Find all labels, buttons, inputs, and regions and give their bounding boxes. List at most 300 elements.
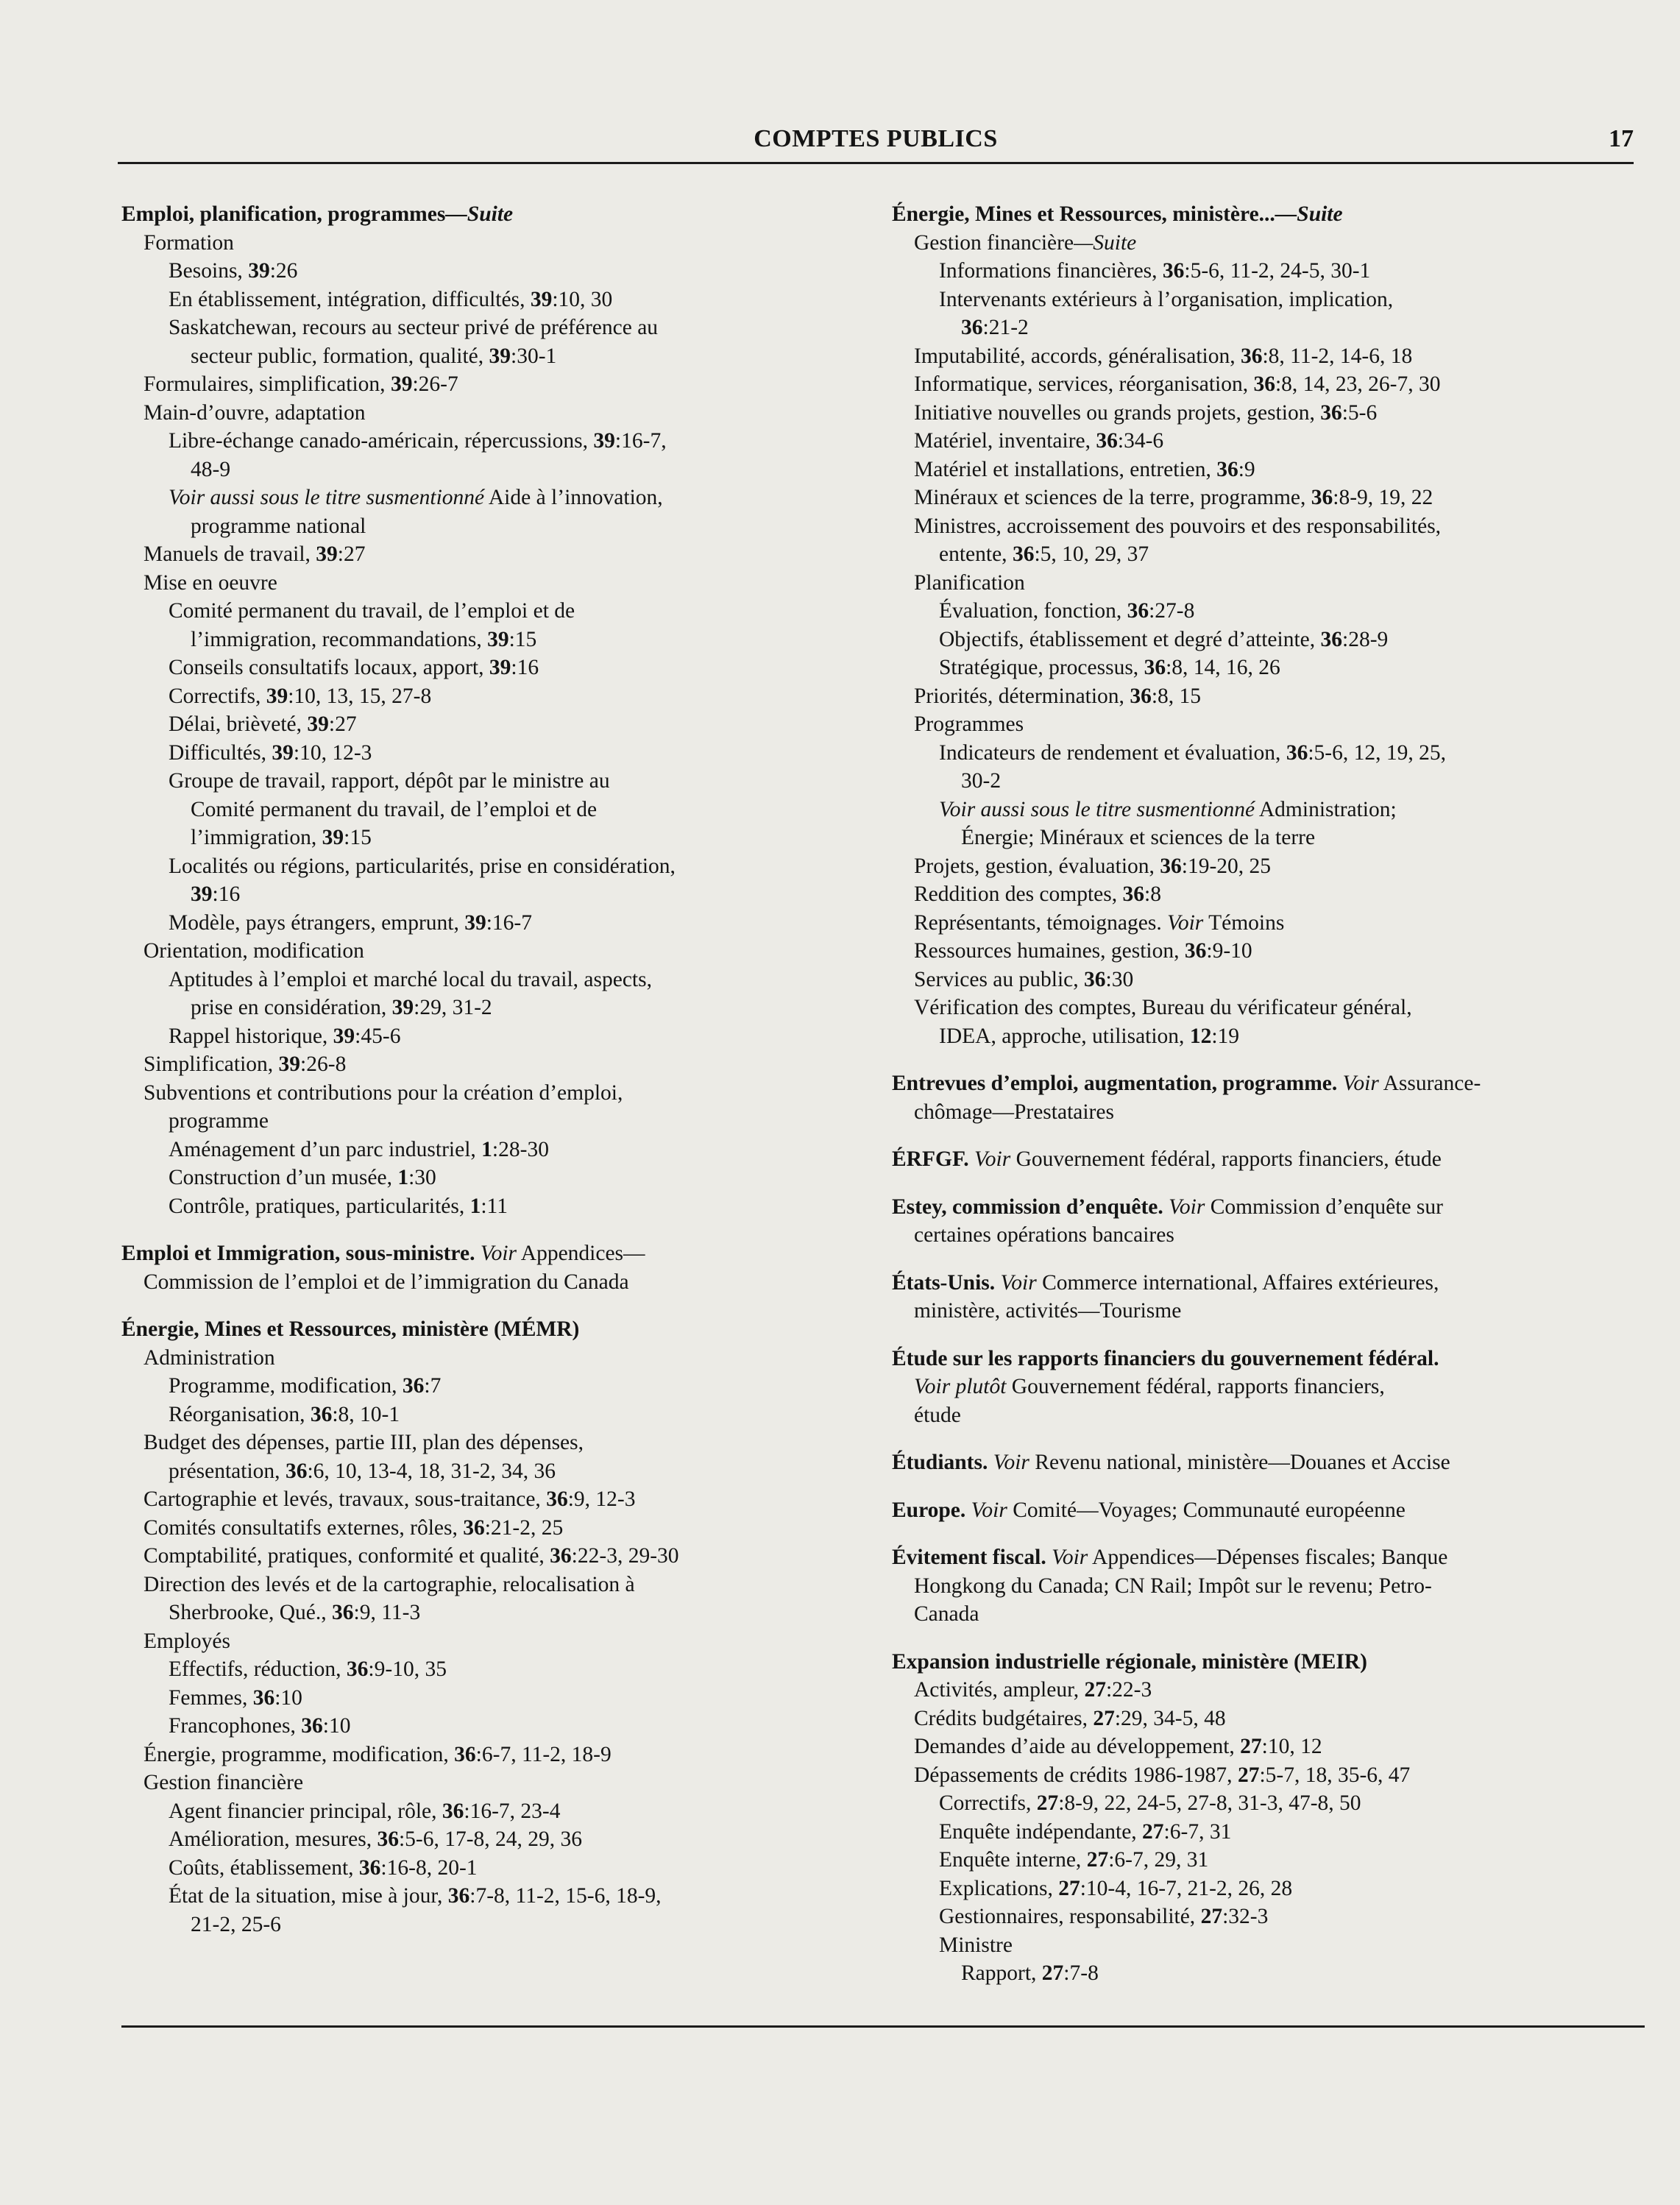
text-run: Modèle, pays étrangers, emprunt,: [169, 910, 465, 935]
index-subentry: [892, 370, 1639, 399]
index-subentry: [121, 1599, 857, 1627]
index-subentry: [121, 1372, 857, 1401]
text-run: Comptabilité, pratiques, conformité et qualité,: [143, 1544, 550, 1568]
index-subentry: [121, 484, 857, 512]
text-run: Expansion industrielle régionale, ministère (MEIR): [892, 1649, 1367, 1674]
text-run: 36: [1096, 429, 1118, 453]
index-subentry: [892, 1875, 1639, 1903]
text-run: Dépassements de crédits 1986-1987,: [914, 1763, 1238, 1787]
entry-gap: [892, 1050, 1639, 1069]
text-run: 36: [1127, 599, 1149, 623]
text-run: Commerce international, Affaires extérieures,: [1036, 1270, 1439, 1295]
text-run: :15: [508, 627, 537, 651]
index-subentry: [892, 739, 1639, 768]
text-run: 39: [316, 542, 338, 566]
index-heading: [121, 1315, 857, 1344]
text-run: Gouvernement fédéral, rapports financiers,: [1006, 1375, 1385, 1398]
index-subentry: [892, 1297, 1639, 1326]
text-run: :6-7, 29, 31: [1108, 1848, 1209, 1872]
text-run: 39: [272, 740, 294, 765]
text-run: Formation: [143, 230, 234, 255]
text-run: Voir: [1342, 1072, 1379, 1095]
text-run: :10-4, 16-7, 21-2, 26, 28: [1080, 1876, 1293, 1900]
text-run: :5-7, 18, 35-6, 47: [1259, 1763, 1411, 1787]
text-run: IDEA, approche, utilisation,: [939, 1024, 1190, 1048]
text-run: :10, 12-3: [293, 740, 372, 765]
entry-gap: [892, 1524, 1639, 1543]
index-subentry: [121, 1684, 857, 1713]
text-run: :8, 10-1: [332, 1402, 400, 1426]
text-run: 39: [530, 287, 553, 311]
text-run: Priorités, détermination,: [914, 684, 1130, 708]
index-subentry: [121, 540, 857, 569]
text-run: Construction d’un musée,: [169, 1166, 398, 1189]
text-run: 36: [1286, 740, 1308, 765]
text-run: Amélioration, mesures,: [169, 1827, 378, 1851]
text-run: secteur public, formation, qualité,: [191, 344, 489, 368]
text-run: 39: [464, 910, 486, 935]
text-run: 39: [333, 1024, 355, 1048]
index-subentry: [121, 682, 857, 711]
text-run: 36: [1216, 457, 1238, 481]
text-run: Agent financier principal, rôle,: [169, 1799, 442, 1823]
text-run: :5-6, 17-8, 24, 29, 36: [398, 1827, 583, 1851]
text-run: Ministres, accroissement des pouvoirs et des responsabilités,: [914, 514, 1442, 538]
index-subentry: [121, 597, 857, 626]
text-run: 48-9: [191, 457, 231, 481]
text-run: 36: [332, 1601, 354, 1624]
text-run: 1: [469, 1194, 481, 1218]
index-subentry: [892, 1098, 1639, 1127]
index-subentry: [121, 710, 857, 739]
text-run: :19: [1211, 1024, 1240, 1048]
index-subentry: [121, 1429, 857, 1457]
text-run: 27: [1240, 1735, 1262, 1758]
text-run: Reddition des comptes,: [914, 882, 1123, 906]
text-run: Explications,: [939, 1876, 1059, 1900]
text-run: :9, 11-3: [353, 1601, 421, 1624]
text-run: Étude sur les rapports financiers du gouvernement fédéral.: [892, 1346, 1439, 1370]
index-subentry: [121, 427, 857, 456]
text-run: prise en considération,: [191, 996, 392, 1019]
text-run: 36: [961, 316, 983, 339]
index-subentry: [892, 1733, 1639, 1761]
text-run: 27: [1093, 1706, 1115, 1730]
index-heading: [892, 1069, 1639, 1098]
index-subentry: [121, 1457, 857, 1486]
text-run: 21-2, 25-6: [191, 1912, 281, 1936]
index-subentry: [892, 994, 1639, 1022]
text-run: Emploi, planification, programmes: [121, 202, 446, 226]
index-heading: [892, 1543, 1639, 1572]
text-run: Femmes,: [169, 1685, 253, 1710]
index-subentry: [892, 456, 1639, 484]
text-run: Conseils consultatifs locaux, apport,: [169, 656, 489, 679]
index-column-right: [892, 200, 1639, 1988]
index-heading: [892, 1269, 1639, 1298]
index-subentry: [892, 597, 1639, 626]
text-run: Ministre: [939, 1933, 1013, 1957]
index-subentry: [892, 427, 1639, 456]
index-subentry: [121, 1268, 857, 1297]
text-run: 36: [252, 1685, 275, 1710]
text-run: Formulaires, simplification,: [143, 372, 391, 396]
text-run: :32-3: [1222, 1905, 1269, 1928]
text-run: 39: [266, 684, 288, 708]
index-subentry: [892, 682, 1639, 711]
text-run: :5-6, 12, 19, 25,: [1308, 740, 1446, 765]
index-subentry: [121, 286, 857, 314]
text-run: 39: [391, 996, 414, 1019]
text-run: :8-9, 22, 24-5, 27-8, 31-3, 47-8, 50: [1058, 1791, 1361, 1815]
index-subentry: [121, 1854, 857, 1883]
entry-gap: [121, 1296, 857, 1315]
index-subentry: [892, 1600, 1639, 1629]
text-run: 36: [346, 1657, 369, 1681]
text-run: :45-6: [355, 1024, 401, 1048]
text-run: Mise en oeuvre: [143, 570, 277, 595]
text-run: 1: [397, 1166, 409, 1189]
index-heading: [121, 200, 857, 229]
index-subentry: [121, 852, 857, 881]
text-run: 36: [1320, 627, 1343, 651]
index-subentry: [121, 342, 857, 371]
index-subentry: [892, 880, 1639, 909]
text-run: Services au public,: [914, 967, 1085, 991]
index-subentry: [121, 654, 857, 682]
header-rule: [118, 162, 1634, 164]
index-heading: [892, 1496, 1639, 1525]
text-run: 39: [322, 826, 344, 849]
text-run: 27: [1036, 1791, 1059, 1815]
text-run: 36: [1084, 967, 1106, 991]
text-run: Direction des levés et de la cartographie, relocalisation à: [143, 1572, 635, 1596]
text-run: Revenu national, ministère—Douanes et Accise: [1029, 1451, 1450, 1474]
text-run: Subventions et contributions pour la création d’emploi,: [143, 1080, 623, 1105]
text-run: Ressources humaines, gestion,: [914, 939, 1185, 963]
text-run: Francophones,: [169, 1714, 302, 1738]
text-run: l’immigration, recommandations,: [191, 627, 488, 651]
text-run: Programmes: [914, 712, 1024, 736]
text-run: :22-3, 29-30: [571, 1544, 679, 1568]
text-run: 36: [1184, 939, 1207, 963]
text-run: Délai, brièveté,: [169, 712, 308, 736]
index-subentry: [121, 1344, 857, 1373]
text-run: —Suite: [1275, 202, 1343, 226]
text-run: Matériel, inventaire,: [914, 429, 1096, 453]
text-run: Énergie, programme, modification,: [143, 1742, 455, 1766]
text-run: :16: [212, 882, 241, 906]
text-run: :7: [424, 1374, 442, 1398]
text-run: :27-8: [1149, 599, 1195, 623]
text-run: :15: [344, 826, 372, 849]
text-run: Aptitudes à l’emploi et marché local du travail, aspects,: [169, 967, 652, 991]
index-heading: [121, 1239, 857, 1268]
text-run: :21-2, 25: [484, 1515, 564, 1540]
text-run: 36: [1122, 882, 1144, 906]
index-subentry: [121, 739, 857, 768]
text-run: :10, 12: [1261, 1735, 1322, 1758]
text-run: :16-8, 20-1: [380, 1855, 478, 1880]
text-run: 39: [278, 1052, 301, 1076]
text-run: :28-30: [492, 1137, 549, 1161]
index-subentry: [121, 966, 857, 994]
text-run: Programme, modification,: [169, 1374, 403, 1398]
entry-gap: [892, 1477, 1639, 1496]
text-run: :10, 30: [552, 287, 613, 311]
text-run: 36: [447, 1884, 470, 1908]
index-subentry: [892, 257, 1639, 286]
index-subentry: [892, 1022, 1639, 1051]
text-run: 12: [1189, 1024, 1212, 1048]
text-run: Imputabilité, accords, généralisation,: [914, 344, 1241, 368]
entry-gap: [892, 1429, 1639, 1448]
text-run: 36: [546, 1487, 568, 1511]
text-run: Projets, gestion, évaluation,: [914, 854, 1160, 878]
text-run: 36: [1130, 684, 1152, 708]
text-run: Intervenants extérieurs à l’organisation, implication,: [939, 287, 1394, 311]
index-subentry: [121, 370, 857, 399]
index-column-left: [121, 200, 857, 1939]
index-subentry: [892, 966, 1639, 994]
text-run: :8: [1144, 882, 1161, 906]
index-subentry: [892, 1846, 1639, 1875]
text-run: Rapport,: [961, 1961, 1042, 1985]
text-run: :9: [1238, 457, 1255, 481]
text-run: programme: [169, 1109, 269, 1133]
index-subentry: [121, 1797, 857, 1826]
text-run: 36: [1320, 400, 1342, 425]
index-heading: [892, 200, 1639, 229]
text-run: 1: [481, 1137, 492, 1161]
text-run: :5-6: [1341, 400, 1378, 425]
text-run: Saskatchewan, recours au secteur privé de préférence au: [169, 316, 659, 339]
text-run: Crédits budgétaires,: [914, 1706, 1094, 1730]
text-run: :22-3: [1105, 1678, 1152, 1702]
index-subentry: [121, 314, 857, 342]
text-run: :11: [481, 1194, 508, 1218]
index-heading: [892, 1448, 1639, 1477]
text-run: :9, 12-3: [567, 1487, 636, 1511]
index-heading: [892, 1145, 1639, 1174]
text-run: Assurance-: [1378, 1072, 1481, 1095]
text-run: :8, 11-2, 14-6, 18: [1262, 344, 1413, 368]
text-run: 36: [1253, 372, 1275, 396]
text-run: 36: [454, 1742, 476, 1766]
index-subentry: [892, 1931, 1639, 1960]
entry-gap: [892, 1174, 1639, 1193]
index-subentry: [121, 994, 857, 1022]
text-run: :21-2: [982, 316, 1029, 339]
index-heading: [892, 1648, 1639, 1677]
text-run: présentation,: [169, 1459, 286, 1483]
index-subentry: [892, 1789, 1639, 1818]
index-subentry: [892, 512, 1639, 541]
text-run: :30: [1105, 967, 1134, 991]
index-subentry: [892, 796, 1639, 824]
text-run: :30-1: [511, 344, 557, 368]
running-title: COMPTES PUBLICS: [754, 125, 998, 152]
text-run: :7-8, 11-2, 15-6, 18-9,: [469, 1884, 662, 1908]
index-subentry: [121, 1542, 857, 1571]
index-subentry: [121, 257, 857, 286]
text-run: Voir aussi sous le titre susmentionné: [169, 486, 485, 509]
index-subentry: [892, 852, 1639, 881]
index-subentry: [892, 569, 1639, 598]
text-run: 39: [593, 429, 615, 453]
entry-gap: [892, 1126, 1639, 1145]
index-subentry: [121, 1741, 857, 1769]
text-run: Appendices—Dépenses fiscales; Banque: [1088, 1546, 1448, 1569]
text-run: :9-10: [1206, 939, 1252, 963]
text-run: Besoins,: [169, 259, 249, 283]
text-run: Voir: [974, 1147, 1011, 1171]
index-subentry: [892, 710, 1639, 739]
text-run: Témoins: [1203, 910, 1285, 935]
text-run: :16-7,: [614, 429, 667, 453]
text-run: 27: [1237, 1763, 1260, 1787]
text-run: Activités, ampleur,: [914, 1678, 1085, 1702]
text-run: :10: [274, 1685, 302, 1710]
text-run: 39: [191, 882, 213, 906]
text-run: Sherbrooke, Qué.,: [169, 1601, 333, 1624]
text-run: Effectifs, réduction,: [169, 1657, 347, 1681]
text-run: Planification: [914, 570, 1025, 595]
index-subentry: [892, 626, 1639, 654]
index-subentry: [121, 1655, 857, 1684]
text-run: Rappel historique,: [169, 1024, 333, 1048]
text-run: 27: [1142, 1819, 1164, 1844]
index-subentry: [121, 1401, 857, 1429]
text-run: :29, 34-5, 48: [1114, 1706, 1226, 1730]
text-run: 27: [1086, 1848, 1109, 1872]
text-run: Enquête interne,: [939, 1848, 1087, 1872]
index-subentry: [892, 1761, 1639, 1790]
text-run: ministère, activités—Tourisme: [914, 1299, 1182, 1323]
text-run: :9-10, 35: [368, 1657, 447, 1681]
index-subentry: [121, 399, 857, 428]
text-run: :8, 15: [1151, 684, 1202, 708]
text-run: Cartographie et levés, travaux, sous-traitance,: [143, 1487, 547, 1511]
text-run: Canada: [914, 1602, 979, 1626]
text-run: Commission d’enquête sur: [1205, 1194, 1443, 1219]
index-subentry: [121, 569, 857, 598]
text-run: Difficultés,: [169, 740, 272, 765]
text-run: 36: [1162, 259, 1185, 283]
entry-gap: [892, 1629, 1639, 1648]
index-subentry: [892, 1903, 1639, 1931]
text-run: 27: [1084, 1678, 1106, 1702]
text-run: :16-7: [486, 910, 533, 935]
index-subentry: [892, 937, 1639, 966]
text-run: Entrevues d’emploi, augmentation, programme.: [892, 1072, 1343, 1095]
index-subentry: [121, 1911, 857, 1939]
text-run: Initiative nouvelles ou grands projets, gestion,: [914, 400, 1321, 425]
index-subentry: [892, 909, 1639, 938]
text-run: Budget des dépenses, partie III, plan des dépenses,: [143, 1431, 584, 1454]
text-run: Énergie, Mines et Ressources, ministère (MÉMR): [121, 1317, 580, 1341]
text-run: Matériel et installations, entretien,: [914, 457, 1217, 481]
text-run: 36: [1160, 854, 1182, 878]
text-run: :6-7, 31: [1163, 1819, 1232, 1844]
index-subentry: [121, 1022, 857, 1051]
text-run: :19-20, 25: [1181, 854, 1272, 878]
page-number: 17: [1609, 125, 1634, 152]
entry-gap: [892, 1250, 1639, 1269]
text-run: Comité—Voyages; Communauté européenne: [1007, 1498, 1406, 1522]
text-run: 39: [248, 259, 270, 283]
text-run: Gestion financière: [143, 1771, 304, 1794]
index-subentry: [121, 1882, 857, 1911]
index-subentry: [892, 314, 1639, 342]
text-run: Europe.: [892, 1498, 971, 1522]
text-run: :16-7, 23-4: [464, 1799, 561, 1823]
index-subentry: [892, 1818, 1639, 1847]
text-run: 36: [310, 1402, 333, 1426]
text-run: Employés: [143, 1629, 230, 1653]
text-run: Administration: [143, 1345, 275, 1370]
text-run: :27: [328, 712, 357, 736]
text-run: 36: [550, 1544, 572, 1568]
text-run: :8, 14, 23, 26-7, 30: [1275, 372, 1441, 396]
text-run: Estey, commission d’enquête.: [892, 1194, 1169, 1219]
text-run: :26: [269, 259, 298, 283]
text-run: :10, 13, 15, 27-8: [288, 684, 432, 708]
text-run: 30-2: [961, 769, 1002, 793]
index-subentry: [121, 1514, 857, 1543]
index-subentry: [121, 1107, 857, 1136]
index-subentry: [121, 512, 857, 541]
text-run: Gestionnaires, responsabilité,: [939, 1905, 1201, 1928]
text-run: 36: [442, 1799, 464, 1823]
text-run: Vérification des comptes, Bureau du vérificateur général,: [914, 996, 1412, 1019]
text-run: Voir: [993, 1451, 1029, 1474]
index-subentry: [892, 484, 1639, 512]
text-run: 39: [487, 627, 509, 651]
text-run: Simplification,: [143, 1052, 279, 1076]
text-run: Énergie; Minéraux et sciences de la terre: [961, 826, 1316, 849]
text-run: Coûts, établissement,: [169, 1855, 359, 1880]
text-run: Orientation, modification: [143, 939, 364, 963]
index-subentry: [892, 1572, 1639, 1601]
index-subentry: [121, 1571, 857, 1599]
text-run: Évitement fiscal.: [892, 1546, 1052, 1569]
text-run: Groupe de travail, rapport, dépôt par le ministre au: [169, 769, 610, 793]
index-subentry: [121, 1769, 857, 1797]
index-subentry: [892, 1401, 1639, 1430]
text-run: —Suite: [1074, 230, 1137, 255]
index-subentry: [892, 1221, 1639, 1250]
text-run: Correctifs,: [169, 684, 266, 708]
text-run: :8-9, 19, 22: [1333, 486, 1433, 509]
text-run: 36: [1144, 656, 1166, 679]
text-run: entente,: [939, 542, 1013, 566]
text-run: :10: [322, 1714, 351, 1738]
text-run: Gestion financière: [914, 230, 1074, 255]
index-subentry: [121, 1712, 857, 1741]
text-run: :27: [337, 542, 366, 566]
text-run: Informations financières,: [939, 259, 1163, 283]
text-run: Énergie, Mines et Ressources, ministère...: [892, 202, 1275, 226]
text-run: :6-7, 11-2, 18-9: [475, 1742, 612, 1766]
text-run: ÉRFGF.: [892, 1147, 975, 1171]
text-run: certaines opérations bancaires: [914, 1223, 1174, 1247]
text-run: étude: [914, 1403, 961, 1427]
index-subentry: [892, 229, 1639, 258]
text-run: :6, 10, 13-4, 18, 31-2, 34, 36: [307, 1459, 556, 1483]
text-run: État de la situation, mise à jour,: [169, 1884, 448, 1908]
text-run: Emploi et Immigration, sous-ministre.: [121, 1242, 481, 1265]
